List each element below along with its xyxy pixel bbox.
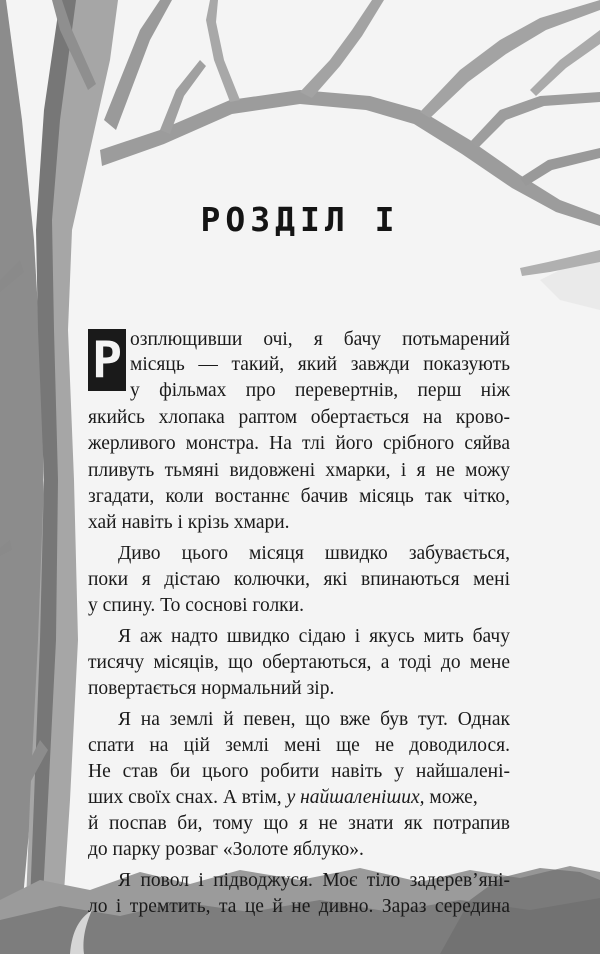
text-line: Я аж надто швидко сідаю і якусь мить бачу (118, 626, 510, 647)
text-span: може, (424, 787, 478, 808)
text-span: ших своїх снах. А втім, (88, 787, 287, 808)
italic-emphasis: у найшаленіших, (286, 787, 425, 808)
chapter-title: РОЗДІЛ I (200, 200, 400, 239)
text-line: й поспав би, тому що я не знати як потрапив (88, 813, 510, 834)
text-line: якийсь хлопака раптом обертається на крово- (88, 407, 510, 428)
text-line: Я повол i підводжуся. Моє тіло задерев’яні- (118, 870, 510, 891)
text-line (88, 786, 510, 810)
text-line: озплющивши очі, я бачу потьмарений (130, 329, 510, 350)
text-line: у спину. То соснові голки. (88, 595, 304, 616)
text-line: у фільмах про перевертнів, перш ніж (130, 380, 510, 401)
text-line: спати на цій землі мені ще не доводилося. (88, 735, 510, 756)
text-line: поки я дістаю колючки, які впинаються мені (88, 569, 510, 590)
drop-cap: Р (88, 329, 126, 391)
text-line: Я на землі й певен, що вже був тут. Однак (118, 709, 510, 730)
text-line: Диво цього місяця швидко забувається, (118, 543, 510, 564)
text-line: тисячу місяців, що обертаються, а тоді до мене (88, 652, 510, 673)
text-line: пливуть тьмяні видовжені хмарки, і я не можу (88, 460, 510, 481)
text-line: до парку розваг «Золоте яблуко». (88, 839, 364, 860)
text-line: згадати, коли востаннє бачив місяць так чітко, (88, 486, 510, 507)
text-line: повертається нормальний зір. (88, 678, 335, 699)
text-line: місяць — такий, який завжди показують (130, 354, 510, 375)
text-line: жерливого монстра. На тлі його срібного сяйва (88, 433, 510, 454)
text-line: ло і тремтить, та це й не дивно. Зараз середина (88, 896, 510, 917)
text-line: Не став би цього робити навіть у найшаленi- (88, 761, 510, 782)
text-line: хай навіть і крізь хмари. (88, 512, 290, 533)
